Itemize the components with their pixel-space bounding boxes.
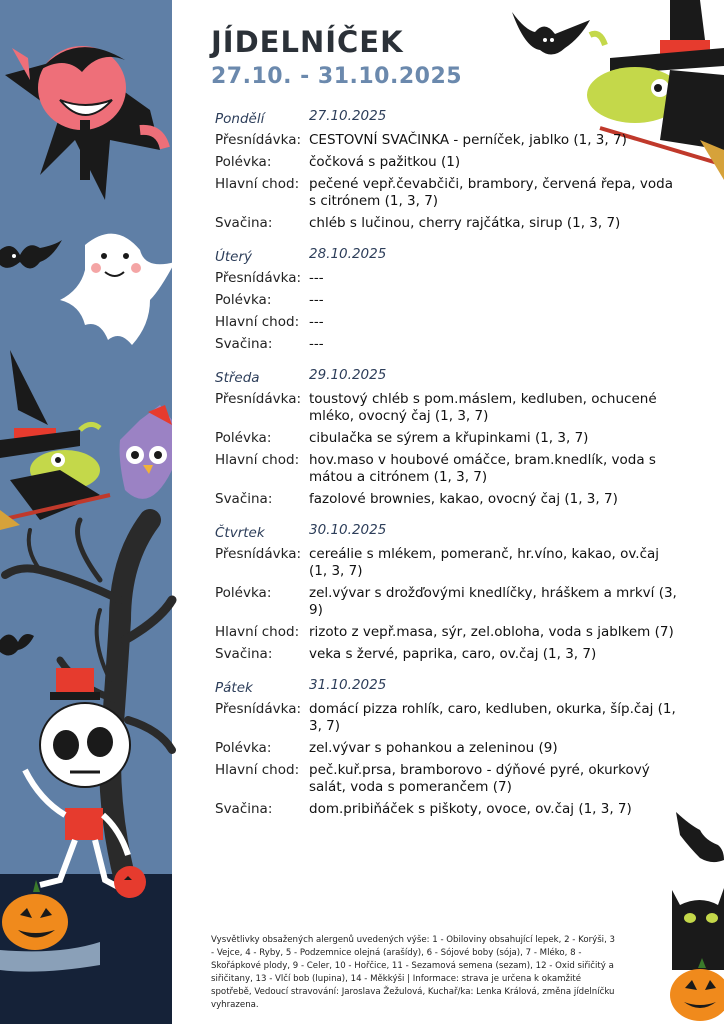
meal-label: Polévka: <box>215 154 272 170</box>
meal-row <box>215 270 680 287</box>
day-header <box>215 522 680 546</box>
meal-text: fazolové brownies, kakao, ovocný čaj (1, 3, 7) <box>309 491 618 507</box>
day-name: Čtvrtek <box>215 525 265 541</box>
meal-text: --- <box>309 270 324 286</box>
meal-label: Hlavní chod: <box>215 762 300 778</box>
meal-row <box>215 740 680 757</box>
meal-row <box>215 132 680 149</box>
day-date: 30.10.2025 <box>309 522 387 538</box>
meal-text: domácí pizza rohlík, caro, kedluben, okurka, šíp.čaj (1, 3, 7) <box>309 701 676 734</box>
meal-text: pečené vepř.čevabčiči, brambory, červená řepa, voda s citrónem (1, 3, 7) <box>309 176 673 209</box>
meal-row <box>215 292 680 309</box>
meal-row <box>215 215 680 232</box>
meal-label: Polévka: <box>215 740 272 756</box>
meal-label: Přesnídávka: <box>215 701 302 717</box>
meal-row <box>215 391 680 425</box>
meal-label: Přesnídávka: <box>215 391 302 407</box>
witch-icon <box>0 350 110 530</box>
meal-text: toustový chléb s pom.máslem, kedluben, ochucené mléko, ovocný čaj (1, 3, 7) <box>309 391 657 424</box>
weekly-menu <box>215 108 680 832</box>
day-header <box>215 108 680 132</box>
meal-row <box>215 585 680 619</box>
bat-icon-2 <box>0 634 34 656</box>
day-header <box>215 246 680 270</box>
vampire-icon <box>5 46 165 200</box>
meal-label: Svačina: <box>215 646 273 662</box>
day-section <box>215 677 680 818</box>
meal-label: Přesnídávka: <box>215 546 302 562</box>
meal-text: cereálie s mlékem, pomeranč, hr.víno, kakao, ov.čaj (1, 3, 7) <box>309 546 660 579</box>
meal-text: cibulačka se sýrem a křupinkami (1, 3, 7) <box>309 430 589 446</box>
meal-label: Svačina: <box>215 491 273 507</box>
day-name: Středa <box>215 370 260 386</box>
meal-row <box>215 801 680 818</box>
meal-label: Polévka: <box>215 292 272 308</box>
meal-label: Hlavní chod: <box>215 624 300 640</box>
meal-row <box>215 646 680 663</box>
day-header <box>215 367 680 391</box>
day-date: 31.10.2025 <box>309 677 387 693</box>
day-date: 28.10.2025 <box>309 246 387 262</box>
meal-label: Svačina: <box>215 801 273 817</box>
meal-label: Svačina: <box>215 215 273 231</box>
day-date: 27.10.2025 <box>309 108 387 124</box>
meal-label: Přesnídávka: <box>215 270 302 286</box>
bat-icon-4 <box>676 812 724 862</box>
meal-text: chléb s lučinou, cherry rajčátka, sirup (1, 3, 7) <box>309 215 621 231</box>
meal-label: Polévka: <box>215 585 272 601</box>
meal-text: rizoto z vepř.masa, sýr, zel.obloha, voda s jablkem (7) <box>309 624 674 640</box>
meal-text: zel.vývar s pohankou a zeleninou (9) <box>309 740 558 756</box>
day-name: Úterý <box>215 249 253 265</box>
day-section <box>215 108 680 232</box>
meal-label: Hlavní chod: <box>215 176 300 192</box>
meal-text: CESTOVNÍ SVAČINKA - perníček, jablko (1, 3, 7) <box>309 132 627 148</box>
ghost-icon <box>60 234 175 345</box>
meal-text: dom.pribiňáček s piškoty, ovoce, ov.čaj (1, 3, 7) <box>309 801 632 817</box>
meal-row <box>215 430 680 447</box>
meal-text: --- <box>309 336 324 352</box>
meal-label: Hlavní chod: <box>215 314 300 330</box>
day-section <box>215 522 680 663</box>
meal-row <box>215 491 680 508</box>
meal-label: Přesnídávka: <box>215 132 302 148</box>
meal-row <box>215 452 680 486</box>
day-header <box>215 677 680 701</box>
meal-label: Hlavní chod: <box>215 452 300 468</box>
meal-row <box>215 701 680 735</box>
meal-row <box>215 762 680 796</box>
meal-text: čočková s pažitkou (1) <box>309 154 461 170</box>
day-date: 29.10.2025 <box>309 367 387 383</box>
meal-label: Svačina: <box>215 336 273 352</box>
meal-text: hov.maso v houbové omáčce, bram.knedlík, voda s mátou a citrónem (1, 3, 7) <box>309 452 656 485</box>
date-range: 27.10. - 31.10.2025 <box>211 64 463 89</box>
meal-label: Polévka: <box>215 430 272 446</box>
meal-row <box>215 314 680 331</box>
meal-text: --- <box>309 292 324 308</box>
day-section <box>215 246 680 353</box>
meal-text: --- <box>309 314 324 330</box>
day-name: Pondělí <box>215 111 265 127</box>
meal-row <box>215 336 680 353</box>
meal-text: veka s žervé, paprika, caro, ov.čaj (1, 3, 7) <box>309 646 597 662</box>
meal-row <box>215 624 680 641</box>
meal-text: zel.vývar s drožďovými knedlíčky, hráškem a mrkví (3, 9) <box>309 585 677 618</box>
bat-icon-3 <box>512 12 590 55</box>
day-section <box>215 367 680 508</box>
pumpkin-icon <box>0 880 100 972</box>
black-cat-icon <box>672 888 724 970</box>
meal-row <box>215 546 680 580</box>
day-name: Pátek <box>215 680 253 696</box>
page-title: JÍDELNÍČEK <box>211 25 404 59</box>
meal-text: peč.kuř.prsa, bramborovo - dýňové pyré, okurkový salát, voda s pomerančem (7) <box>309 762 650 795</box>
meal-row <box>215 154 680 171</box>
allergen-footnote: Vysvětlivky obsažených alergenů uvedených výše: 1 - Obiloviny obsahující lepek, 2 - Korýši, 3 - Vejce, 4 - Ryby, 5 - Podzemnice olejná (arašídy), 6 - Sójové boby (sója), 7 - Mléko, 8 - Skořápkové plody, 9 - Celer, 10 - Hořčice, 11 - Sezamová semena (sezam), 12 - Oxid siřičitý a siřičitany, 13 - Vlčí bob (lupina), 14 - Měkkýši | Informace: strava je určena k okamžité spotřebě, Vedoucí stravování: Jaroslava Žežulová, Kuchař/ka: Lenka Králová, změna jídelníčku vyhrazena. <box>211 935 616 1010</box>
owl-icon <box>120 405 172 499</box>
bat-icon <box>0 240 62 269</box>
meal-row <box>215 176 680 210</box>
